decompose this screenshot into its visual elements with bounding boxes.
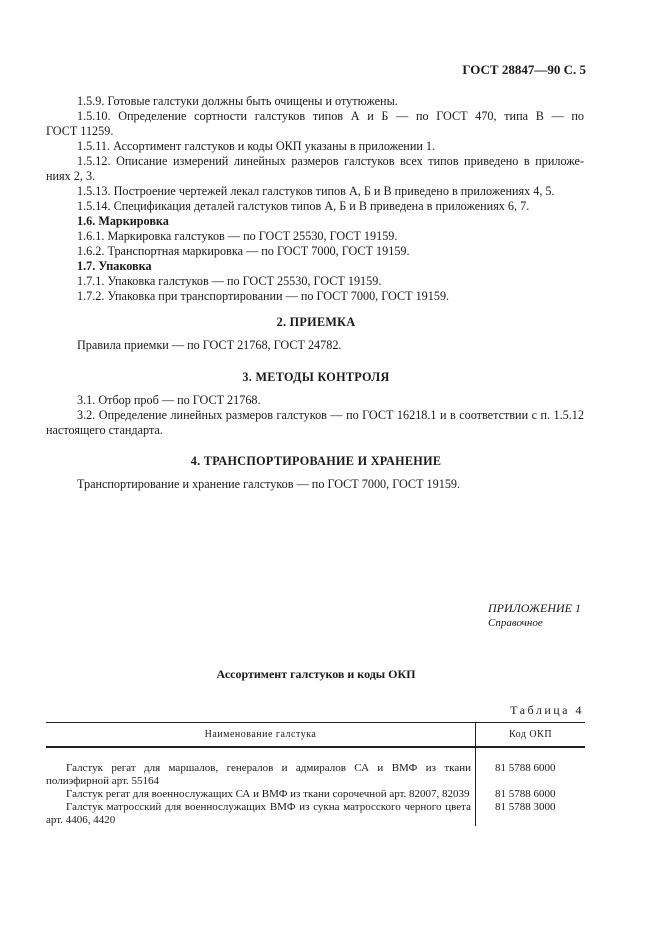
paragraph-1-7-1: 1.7.1. Упаковка галстуков — по ГОСТ 25530, ГОСТ 19159. xyxy=(77,274,382,288)
section-title-3: 3. МЕТОДЫ КОНТРОЛЯ xyxy=(242,370,390,384)
table-row-3-name-line1: Галстук матросский для военнослужащих ВМФ из сукна матросского черного цвета xyxy=(66,801,471,813)
column-header-name: Наименование галстука xyxy=(204,729,317,740)
appendix-title: Ассортимент галстуков и коды ОКП xyxy=(216,667,416,681)
table-header-border xyxy=(46,746,585,748)
table-row-3-code: 81 5788 3000 xyxy=(495,801,556,813)
paragraph-1-6-2: 1.6.2. Транспортная маркировка — по ГОСТ 7000, ГОСТ 19159. xyxy=(77,244,410,258)
paragraph-1-5-10 xyxy=(46,109,584,139)
section-2-text: Правила приемки — по ГОСТ 21768, ГОСТ 24782. xyxy=(77,338,342,352)
paragraph-1-6-1: 1.6.1. Маркировка галстуков — по ГОСТ 25530, ГОСТ 19159. xyxy=(77,229,398,243)
subsection-heading-1-6: 1.6. Маркировка xyxy=(77,214,169,228)
section-4-text: Транспортирование и хранение галстуков — по ГОСТ 7000, ГОСТ 19159. xyxy=(77,477,461,491)
paragraph-3-1: 3.1. Отбор проб — по ГОСТ 21768. xyxy=(77,393,261,407)
paragraph-1-5-14: 1.5.14. Спецификация деталей галстуков типов А, Б и В приведена в приложениях 6, 7. xyxy=(77,199,530,213)
paragraph-3-2-cont: настоящего стандарта. xyxy=(46,423,163,437)
section-title-2: 2. ПРИЕМКА xyxy=(276,315,356,329)
paragraph-1-5-12-line1: 1.5.12. Описание измерений линейных размеров галстуков всех типов приведено в приложе- xyxy=(77,154,584,168)
table-row-3-name-cont: арт. 4406, 4420 xyxy=(46,814,116,826)
table-row-1-code: 81 5788 6000 xyxy=(495,762,556,774)
appendix-label-block xyxy=(488,601,581,631)
paragraph-1-5-10-line1: 1.5.10. Определение сортности галстуков типов А и Б — по ГОСТ 470, типа В — по xyxy=(77,109,584,123)
table-row-1-name-cont: полиэфирной арт. 55164 xyxy=(46,775,160,787)
paragraph-1-5-12-cont: ниях 2, 3. xyxy=(46,169,96,183)
column-header-code: Код ОКП xyxy=(508,729,553,740)
paragraph-3-2-line1: 3.2. Определение линейных размеров галстуков — по ГОСТ 16218.1 и в соответствии с п. 1.5.12 xyxy=(77,408,584,422)
table-row-2-code: 81 5788 6000 xyxy=(495,788,556,800)
table-label: Таблица 4 xyxy=(510,703,584,717)
appendix-sublabel: Справочное xyxy=(488,617,543,629)
appendix-label: ПРИЛОЖЕНИЕ 1 xyxy=(488,601,581,615)
page-header: ГОСТ 28847—90 С. 5 xyxy=(462,62,586,77)
paragraph-1-5-12 xyxy=(46,154,584,184)
paragraph-1-5-9: 1.5.9. Готовые галстуки должны быть очищены и отутюжены. xyxy=(77,94,398,108)
paragraph-1-7-2: 1.7.2. Упаковка при транспортировании — по ГОСТ 7000, ГОСТ 19159. xyxy=(77,289,450,303)
paragraph-1-5-13: 1.5.13. Построение чертежей лекал галстуков типов А, Б и В приведено в приложениях 4, 5. xyxy=(77,184,555,198)
table-top-border xyxy=(46,722,585,723)
paragraph-1-5-10-cont: ГОСТ 11259. xyxy=(46,124,114,138)
paragraph-1-5-11: 1.5.11. Ассортимент галстуков и коды ОКП указаны в приложении 1. xyxy=(77,139,436,153)
subsection-heading-1-7: 1.7. Упаковка xyxy=(77,259,152,273)
section-title-4: 4. ТРАНСПОРТИРОВАНИЕ И ХРАНЕНИЕ xyxy=(190,454,442,468)
table-row-2-name: Галстук регат для военнослужащих СА и ВМФ из ткани сорочечной арт. 82007, 82039 xyxy=(66,788,470,800)
table-row-1-name-line1: Галстук регат для маршалов, генералов и адмиралов СА и ВМФ из ткани xyxy=(66,762,471,774)
